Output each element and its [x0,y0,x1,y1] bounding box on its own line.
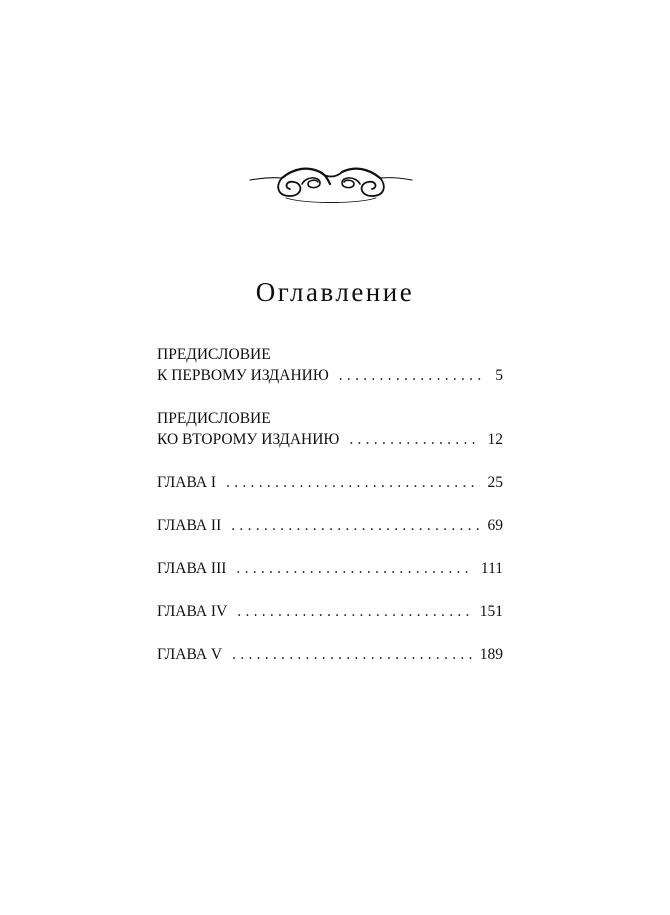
toc-entry-chapter-4[interactable] [157,601,503,622]
toc-entry-label-line1: ПРЕДИСЛОВИЕ [157,346,271,363]
dot-leader [226,472,479,493]
flourish-ornament-icon [246,158,416,206]
toc-page-number: 189 [479,646,503,663]
toc-entry-chapter-5[interactable] [157,644,503,665]
toc-page-number: 111 [480,560,503,577]
dot-leader [349,429,479,450]
toc-entry-preface-first[interactable] [157,344,503,386]
toc-page-number: 69 [487,517,503,534]
dot-leader [236,558,472,579]
toc-page-number: 25 [487,474,503,491]
dot-leader [339,365,483,386]
toc-entry-preface-second[interactable] [157,408,503,450]
page-title: Оглавление [255,277,415,307]
toc-entry-label-line1: ПРЕДИСЛОВИЕ [157,410,271,427]
toc-entry-label: ГЛАВА III [157,560,227,577]
dot-leader [231,515,479,536]
toc-entry-label: ГЛАВА I [157,474,217,491]
dot-leader [237,601,471,622]
dot-leader [232,644,472,665]
toc-entry-chapter-3[interactable] [157,558,503,579]
toc-entry-chapter-2[interactable] [157,515,503,536]
toc-page-number: 12 [487,431,503,448]
toc-entry-label: ГЛАВА II [157,517,222,534]
toc-entry-label: КО ВТОРОМУ ИЗДАНИЮ [157,431,340,448]
toc-page-number: 151 [479,603,503,620]
toc-entry-label: К ПЕРВОМУ ИЗДАНИЮ [157,367,329,384]
toc-page-number: 5 [495,367,503,384]
toc-entry-label: ГЛАВА IV [157,603,228,620]
toc-entry-label: ГЛАВА V [157,646,223,663]
table-of-contents [157,344,503,687]
toc-entry-chapter-1[interactable] [157,472,503,493]
